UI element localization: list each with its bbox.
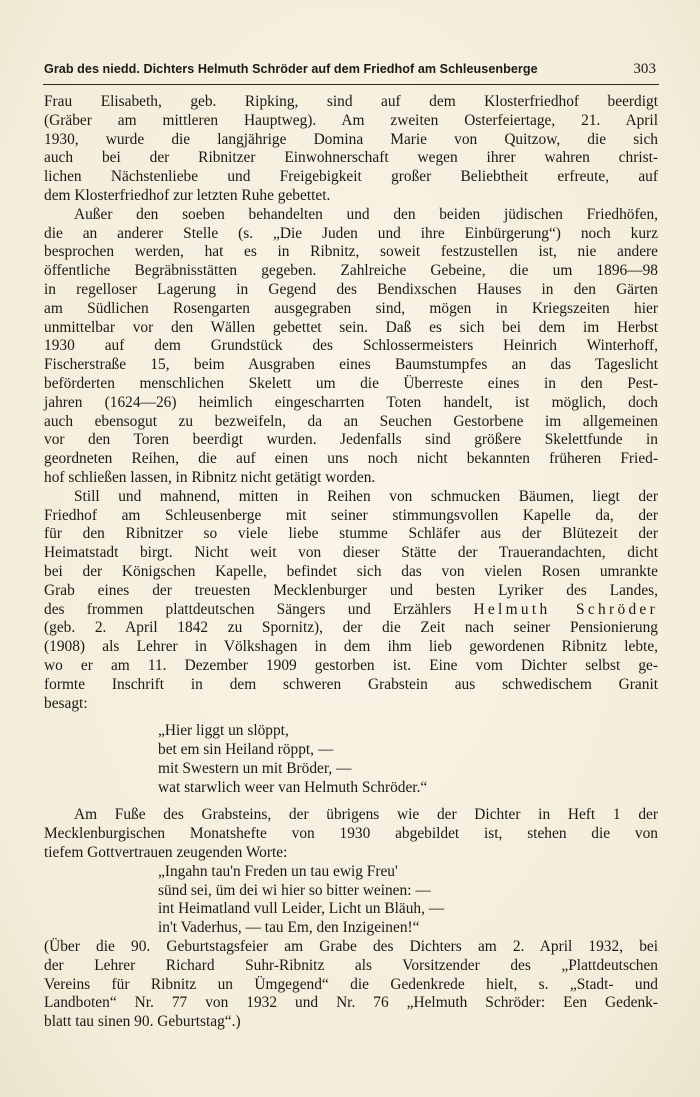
text-line: am Südlichen Rosengarten ausgegraben sind, mögen in Kriegszeiten hier xyxy=(44,299,658,317)
text-line: (Über die 90. Geburtstagsfeier am Grabe des Dichters am 2. April 1932, bei xyxy=(44,938,658,956)
text-line xyxy=(44,601,658,620)
text-line: in regelloser Lagerung in Gegend des Bendixschen Hauses in den Gärten xyxy=(44,280,658,298)
paragraph-1 xyxy=(44,93,658,206)
text-line: Landboten“ Nr. 77 von 1932 und Nr. 76 „Helmuth Schröder: Een Gedenk- xyxy=(44,994,658,1012)
text-fragment: des frommen plattdeutschen Sängers und Erzählers xyxy=(44,600,452,618)
text-line: Grab eines der treuesten Mecklenburger und besten Lyriker des Landes, xyxy=(44,581,658,599)
text-line: hof schließen lassen, in Ribnitz nicht getätigt worden. xyxy=(44,468,376,486)
text-line: Still und mahnend, mitten in Reihen von schmucken Bäumen, liegt der xyxy=(74,487,658,505)
text-line: (1908) als Lehrer in Völkshagen in dem ihm lieb gewordenen Ribnitz lebte, xyxy=(44,638,658,656)
text-line: Am Fuße des Grabsteins, der übrigens wie der Dichter in Heft 1 der xyxy=(74,806,658,824)
text-line: 1930 auf dem Grundstück des Schlossermeisters Heinrich Winterhoff, xyxy=(44,337,658,355)
text-line: unmittelbar vor den Wällen gebettet sein. Daß es sich bei dem im Herbst xyxy=(44,318,658,336)
text-line: beförderten menschlichen Skelett um die Überreste eines in den Pest- xyxy=(44,374,658,392)
paragraph-4 xyxy=(44,806,658,862)
verse-line: int Heimatland vull Leider, Licht un Bläuh, — xyxy=(158,900,445,918)
verse-line: sünd sei, üm dei wi hier so bitter weinen: — xyxy=(158,881,431,899)
text-line: die an anderer Stelle (s. „Die Juden und ihre Einbürgerung“) noch kurz xyxy=(44,224,658,242)
text-line: tiefem Gottvertrauen zeugenden Worte: xyxy=(44,844,288,862)
verse-line: mit Swestern un mit Bröder, — xyxy=(158,759,352,777)
text-line: blatt tau sinen 90. Geburtstag“.) xyxy=(44,1013,241,1031)
page-body xyxy=(44,93,658,1032)
running-header xyxy=(44,62,656,76)
paragraph-3 xyxy=(44,488,658,714)
text-line: vor den Toren beerdigt wurden. Jedenfalls sind größere Skelettfunde in xyxy=(44,431,658,449)
text-line: der Lehrer Richard Suhr-Ribnitz als Vorsitzender des „Plattdeutschen xyxy=(44,956,658,974)
page-number: 303 xyxy=(633,61,656,77)
text-line: 1930, wurde die langjährige Domina Marie von Quitzow, die sich xyxy=(44,130,658,148)
text-line: Fischerstraße 15, beim Ausgraben eines Baumstumpfes an das Tageslicht xyxy=(44,356,658,374)
verse-line: „Hier liggt un slöppt, xyxy=(158,722,289,740)
text-line: für den Ribnitzer so viele liebe stumme Schläfer aus der Blütezeit der xyxy=(44,525,658,543)
text-line: Mecklenburgischen Monatshefte von 1930 abgebildet ist, stehen die von xyxy=(44,825,658,843)
text-line: dem Klosterfriedhof zur letzten Ruhe gebettet. xyxy=(44,186,331,204)
text-line: Frau Elisabeth, geb. Ripking, sind auf dem Klosterfriedhof beerdigt xyxy=(44,93,658,110)
header-title: Grab des niedd. Dichters Helmuth Schröder auf dem Friedhof am Schleusenberge xyxy=(44,62,538,76)
text-line: auch ebensogut zu bezweifeln, da an Seuchen Gestorbene im allgemeinen xyxy=(44,412,658,430)
text-line: Friedhof am Schleusenberge mit seiner stimmungsvollen Kapelle da, der xyxy=(44,506,658,524)
text-line: Heimatstadt birgt. Nicht weit von dieser Stätte der Trauerandachten, dicht xyxy=(44,544,658,562)
text-line: besprochen werden, hat es in Ribnitz, soweit festzustellen ist, nie andere xyxy=(44,243,658,261)
verse-line: wat starwlich weer van Helmuth Schröder.“ xyxy=(158,778,428,796)
paragraph-2 xyxy=(44,206,658,488)
verse-line: in't Vaderhus, — tau Em, den Inzigeinen!“ xyxy=(158,919,420,937)
text-line: öffentliche Begräbnisstätten gegeben. Zahlreiche Gebeine, die um 1896—98 xyxy=(44,262,658,280)
text-line: wo er am 11. Dezember 1909 gestorben ist. Eine vom Dichter selbst ge- xyxy=(44,656,658,674)
verse-inscription-2 xyxy=(44,863,658,938)
text-line: besagt: xyxy=(44,694,88,712)
paragraph-5 xyxy=(44,938,658,1032)
verse-inscription-1 xyxy=(44,722,658,797)
text-line: formte Inschrift in dem schweren Grabstein aus schwedischem Granit xyxy=(44,675,658,693)
text-line: jahren (1624—26) heimlich eingescharrten Toten handelt, ist möglich, doch xyxy=(44,393,658,411)
text-line: bei der Königschen Kapelle, befindet sich das von vielen Rosen umrankte xyxy=(44,562,658,580)
text-line: auch bei der Ribnitzer Einwohnerschaft wegen ihrer wahren christ- xyxy=(44,149,658,167)
text-line: (geb. 2. April 1842 zu Spornitz), der die Zeit nach seiner Pensionierung xyxy=(44,619,658,637)
text-line: lichen Nächstenliebe und Freigebigkeit großer Beliebtheit erfreute, auf xyxy=(44,168,658,186)
text-line: Vereins für Ribnitz un Ümgegend“ die Gedenkrede hielt, s. „Stadt- und xyxy=(44,975,658,993)
verse-line: „Ingahn tau'n Freden un tau ewig Freu' xyxy=(158,862,398,880)
text-line: Außer den soeben behandelten und den beiden jüdischen Friedhöfen, xyxy=(74,205,658,223)
header-rule xyxy=(43,84,659,85)
text-line: geordneten Reihen, die auf einen uns noch nicht bekannten früheren Fried- xyxy=(44,450,658,468)
verse-line: bet em sin Heiland röppt, — xyxy=(158,741,334,759)
text-line: (Gräber am mittleren Hauptweg). Am zweiten Osterfeiertage, 21. April xyxy=(44,111,658,129)
poet-name: Helmuth Schröder xyxy=(473,600,658,618)
